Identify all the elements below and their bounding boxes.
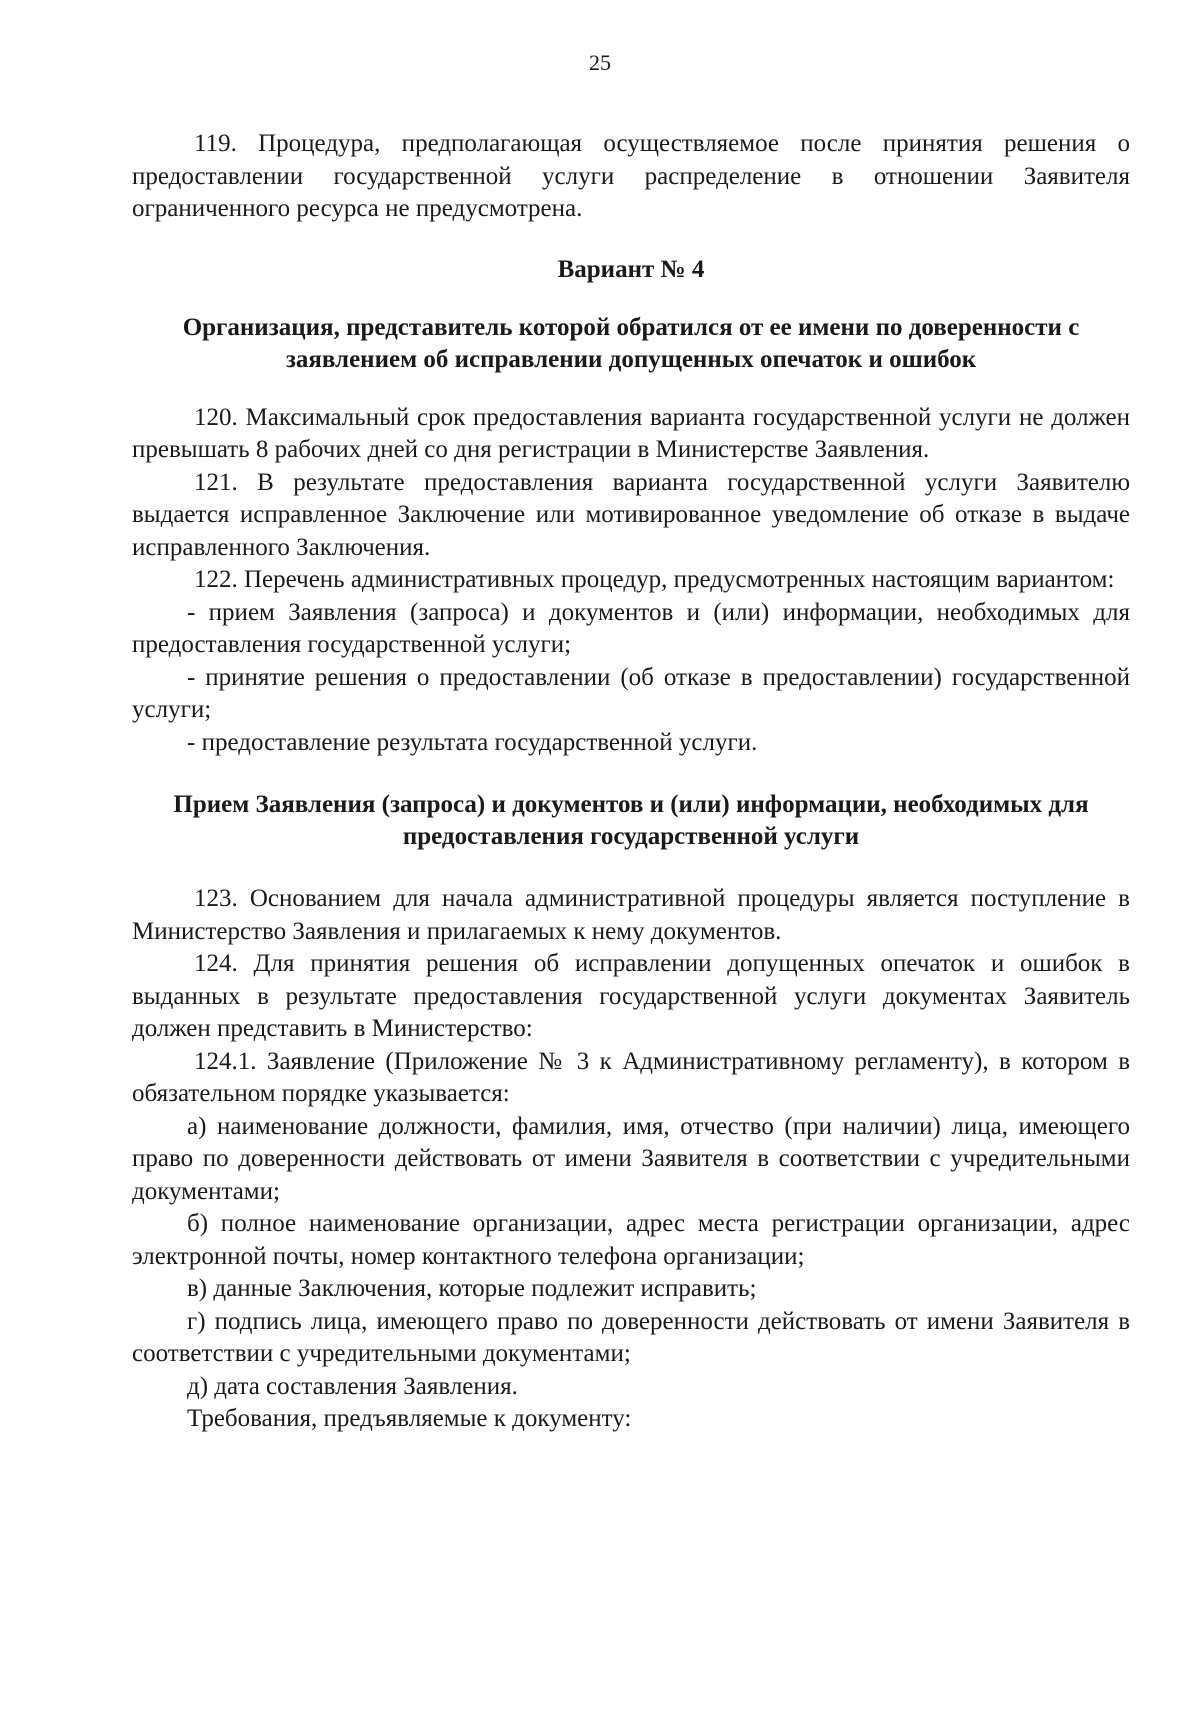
- reception-heading: Прием Заявления (запроса) и документов и (или) информации, необходимых для предоставления государственной услуги: [173, 791, 1089, 850]
- list-item-reception: - прием Заявления (запроса) и документов и (или) информации, необходимых для предоставления государственной услуги;: [132, 598, 1130, 658]
- list-item-v: в) данные Заключения, которые подлежит исправить;: [187, 1275, 757, 1302]
- list-item-g: г) подпись лица, имеющего право по доверенности действовать от имени Заявителя в соответствии с учредительными документами;: [132, 1307, 1130, 1367]
- list-item-d: д) дата составления Заявления.: [187, 1372, 518, 1400]
- list-item-b: б) полное наименование организации, адрес места регистрации организации, адрес электронной почты, номер контактного телефона организации;: [132, 1210, 1130, 1270]
- requirements-line: Требования, предъявляемые к документу:: [187, 1405, 632, 1432]
- paragraph-120: 120. Максимальный срок предоставления варианта государственной услуги не должен превышать 8 рабочих дней со дня регистрации в Министерстве Заявления.: [132, 403, 1130, 463]
- paragraph-124: 124. Для принятия решения об исправлении допущенных опечаток и ошибок в выданных в результате предоставления государственной услуги документах Заявитель должен представить в Министерство:: [132, 950, 1130, 1042]
- list-item-a: а) наименование должности, фамилия, имя, отчество (при наличии) лица, имеющего право по доверенности действовать от имени Заявителя в соответствии с учредительными документами;: [132, 1112, 1130, 1205]
- page-number: 25: [589, 50, 611, 75]
- paragraph-119: 119. Процедура, предполагающая осуществляемое после принятия решения о предоставлении государственной услуги распределение в отношении Заявителя ограниченного ресурса не предусмотрена.: [132, 130, 1130, 222]
- list-item-decision: - принятие решения о предоставлении (об отказе в предоставлении) государственной услуги;: [132, 663, 1130, 723]
- paragraph-121: 121. В результате предоставления варианта государственной услуги Заявителю выдается исправленное Заключение или мотивированное уведомление об отказе в выдаче исправленного Заключения.: [132, 468, 1130, 561]
- paragraph-123: 123. Основанием для начала административной процедуры является поступление в Министерство Заявления и прилагаемых к нему документов.: [132, 885, 1130, 945]
- variant-heading: Вариант № 4: [557, 255, 705, 283]
- list-item-result: - предоставление результата государственной услуги.: [187, 728, 758, 756]
- document-body: [132, 128, 1130, 1436]
- organization-heading: Организация, представитель которой обратился от ее имени по доверенности с заявлением об исправлении допущенных опечаток и ошибок: [182, 313, 1080, 373]
- paragraph-124-1: 124.1. Заявление (Приложение № 3 к Административному регламенту), в котором в обязательном порядке указывается:: [132, 1047, 1130, 1107]
- paragraph-122: 122. Перечень административных процедур, предусмотренных настоящим вариантом:: [194, 566, 1115, 593]
